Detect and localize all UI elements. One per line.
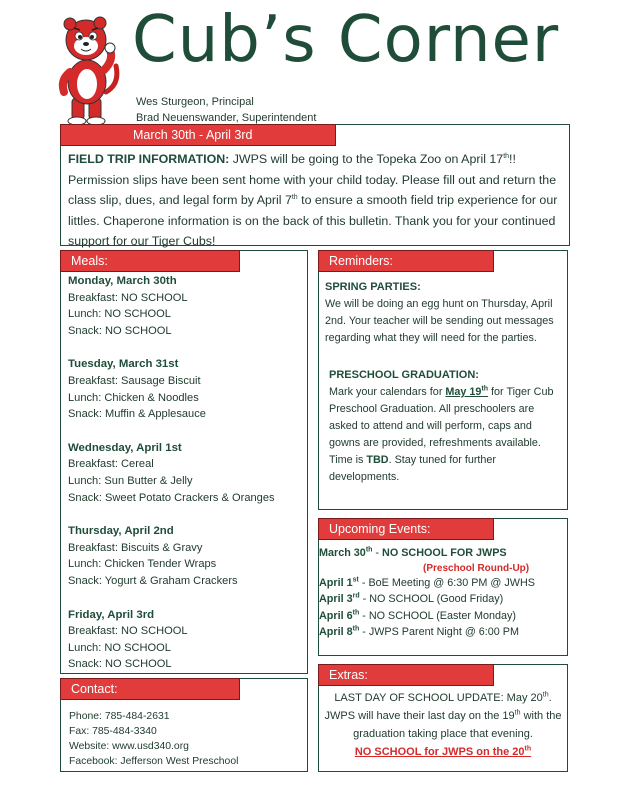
date-range-bar: March 30th - April 3rd [60, 124, 336, 146]
extras-text [321, 689, 565, 743]
contact-fax: Fax: 785-484-3340 [69, 726, 157, 737]
graduation-text-part: Mark your calendars for [329, 386, 446, 398]
reminders-label: Reminders: [318, 250, 494, 272]
event-highlight: NO SCHOOL FOR JWPS [382, 547, 507, 559]
graduation-text [325, 384, 561, 486]
page-title: Cub’s Corner [132, 3, 560, 77]
event-text: - BoE Meeting @ 6:30 PM @ JWHS [358, 576, 535, 589]
meal-snack: Snack: Yogurt & Graham Crackers [68, 574, 238, 587]
meal-day-block [68, 523, 301, 589]
meal-snack: Snack: Sweet Potato Crackers & Oranges [68, 491, 275, 504]
staff-list [136, 94, 316, 126]
meal-lunch: Lunch: Sun Butter & Jelly [68, 474, 193, 487]
field-trip-heading: FIELD TRIP INFORMATION: [68, 152, 230, 166]
contact-website: Website: www.usd340.org [69, 741, 189, 752]
graduation-text-part: . Stay tuned for further developments. [329, 454, 497, 483]
graduation-heading: PRESCHOOL GRADUATION: [329, 369, 479, 381]
meals-label: Meals: [60, 250, 240, 272]
extras-sup: th [514, 709, 521, 717]
meal-snack: Snack: NO SCHOOL [68, 658, 172, 671]
meal-lunch: Lunch: Chicken & Noodles [68, 391, 199, 404]
meal-lunch: Lunch: Chicken Tender Wraps [68, 558, 217, 571]
contact-phone: Phone: 785-484-2631 [69, 711, 170, 722]
meal-day-title: Friday, April 3rd [68, 608, 155, 621]
event-date: April 8th [319, 625, 360, 638]
field-trip-text: !! Permission slips have been sent home with your child today. Please fill out and return the class slip, dues, and legal form by April 7 [68, 152, 557, 208]
tiger-mascot-icon [56, 14, 122, 126]
extras-no-school: NO SCHOOL for JWPS on the 20th [354, 745, 532, 758]
meal-breakfast: Breakfast: Cereal [68, 458, 154, 471]
meal-day-block [68, 440, 301, 506]
event-date: March 30th [319, 546, 373, 559]
extras-sup: th [542, 691, 549, 699]
contact-facebook: Facebook: Jefferson West Preschool [69, 756, 239, 767]
graduation-date-sup: th [481, 385, 489, 393]
reminders-box [318, 250, 568, 510]
meal-day-block [68, 607, 301, 673]
meal-breakfast: Breakfast: Sausage Biscuit [68, 374, 201, 387]
event-row [319, 624, 567, 641]
event-date: April 6th [319, 608, 360, 622]
field-trip-sup: th [503, 152, 510, 160]
graduation-text-part: for Tiger Cub Preschool Graduation. All preschoolers are asked to attend and will perform, caps and gowns are provided, refreshments available. Time is [329, 386, 554, 466]
meal-day-title: Wednesday, April 1st [68, 441, 182, 454]
event-text: - JWPS Parent Night @ 6:00 PM [359, 626, 519, 638]
graduation-date: May 19 [445, 386, 482, 398]
extras-label: Extras: [318, 664, 494, 686]
graduation-tbd: TBD [366, 454, 389, 466]
meals-box [60, 250, 308, 674]
event-row [319, 545, 567, 562]
meal-list [68, 273, 301, 673]
superintendent-name: Brad Neuenswander, Superintendent [136, 112, 317, 124]
event-row [319, 591, 567, 608]
meal-day-block [68, 356, 301, 422]
event-row [319, 608, 567, 625]
meal-day-title: Thursday, April 2nd [68, 525, 174, 538]
event-text: - [372, 547, 383, 559]
meal-lunch: Lunch: NO SCHOOL [68, 641, 171, 654]
field-trip-text: JWPS will be going to the Topeka Zoo on April 17 [229, 152, 504, 166]
spring-parties-heading: SPRING PARTIES: [325, 281, 421, 293]
meal-day-block [68, 273, 301, 339]
spring-parties-text: We will be doing an egg hunt on Thursday, April 2nd. Your teacher will be sending out messages regarding what they will need for the parties. [325, 298, 554, 344]
extras-text-part: with the graduation taking place that evening. [353, 710, 562, 740]
event-row [319, 575, 567, 592]
event-date: April 3rd [319, 592, 360, 605]
meal-breakfast: Breakfast: NO SCHOOL [68, 291, 188, 304]
meal-breakfast: Breakfast: Biscuits & Gravy [68, 541, 203, 554]
extras-text-part: LAST DAY OF SCHOOL UPDATE: May 20 [334, 692, 543, 704]
meal-snack: Snack: Muffin & Applesauce [68, 408, 206, 421]
meal-breakfast: Breakfast: NO SCHOOL [68, 625, 188, 638]
upcoming-events-label: Upcoming Events: [318, 518, 494, 540]
event-text: - NO SCHOOL (Good Friday) [359, 593, 504, 605]
meal-day-title: Monday, March 30th [68, 275, 177, 287]
meal-day-title: Tuesday, March 31st [68, 358, 179, 371]
contact-label: Contact: [60, 678, 240, 700]
event-note: (Preschool Round-Up) [423, 562, 530, 574]
event-text: - NO SCHOOL (Easter Monday) [359, 609, 517, 622]
field-trip-text: to ensure a smooth field trip experience for our littles. Chaperone information is on the back of this bulletin. Thank you for your continued support for our Tiger Cubs! [68, 193, 558, 249]
meal-snack: Snack: NO SCHOOL [68, 324, 172, 337]
field-trip-sup: th [291, 194, 298, 202]
meal-lunch: Lunch: NO SCHOOL [68, 308, 171, 321]
principal-name: Wes Sturgeon, Principal [136, 96, 254, 108]
extras-text-part: . JWPS will have their last day on the 19 [324, 692, 552, 722]
event-date: April 1st [319, 575, 359, 589]
